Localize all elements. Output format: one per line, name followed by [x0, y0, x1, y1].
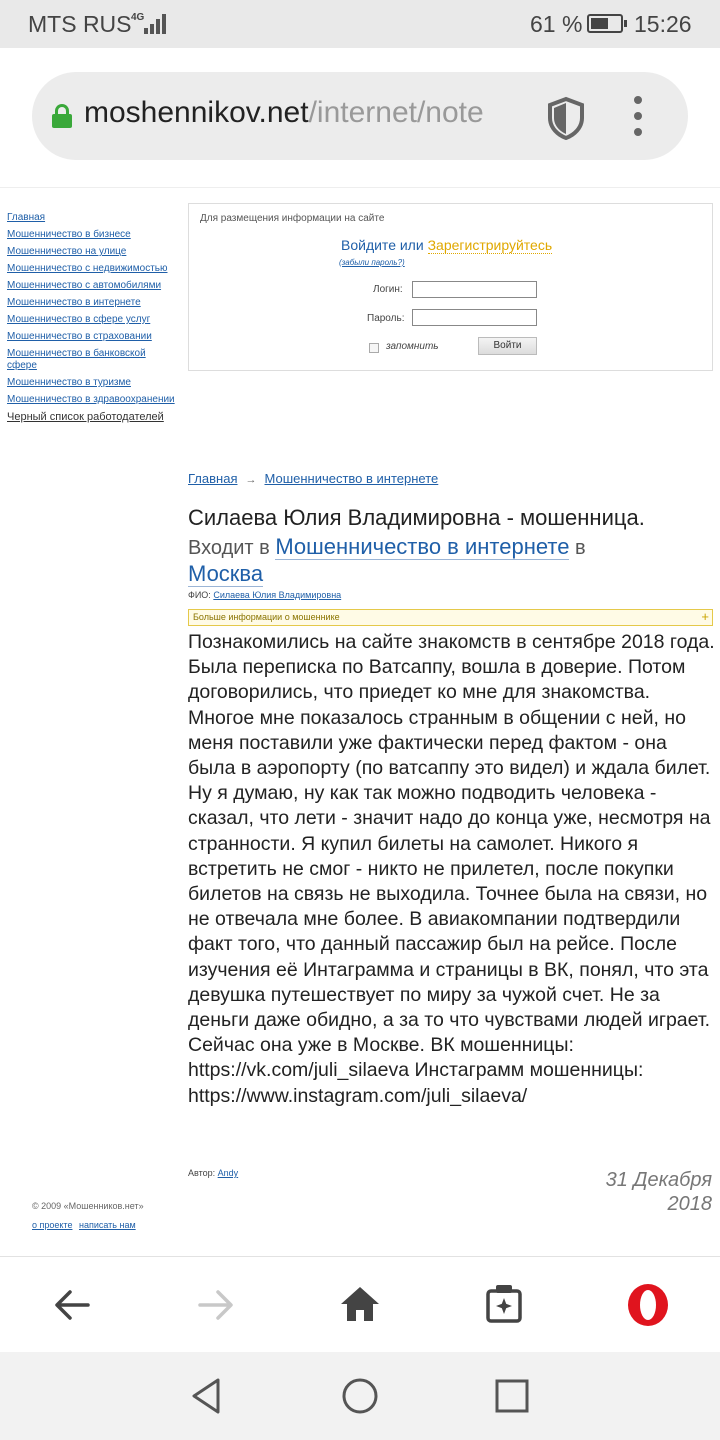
breadcrumb-arrow-icon: → — [245, 474, 257, 486]
category-prefix: Входит в — [188, 537, 270, 559]
nav-home-icon[interactable] — [340, 1376, 380, 1416]
status-bar — [0, 0, 720, 48]
sidebar-item-banking[interactable]: Мошенничество в банковской сфере — [7, 348, 146, 371]
copyright: © 2009 «Мошенников.нет» — [32, 1201, 144, 1211]
category-link[interactable]: Мошенничество в интернете — [275, 534, 570, 559]
battery-percent: 61 % — [530, 11, 583, 37]
url-path: /internet/note — [308, 96, 484, 129]
login-caption: Для размещения информации на сайте — [200, 213, 385, 224]
sidebar-item-realty[interactable]: Мошенничество с недвижимостью — [7, 263, 168, 274]
carrier-label: MTS RUS — [28, 11, 132, 37]
author-label: Автор: — [188, 1168, 216, 1178]
more-info-label: Больше информации о мошеннике — [193, 612, 340, 622]
sidebar-item-tourism[interactable]: Мошенничество в туризме — [7, 377, 131, 388]
password-input[interactable] — [412, 309, 537, 326]
author-line — [188, 1168, 238, 1178]
city-link[interactable]: Москва — [188, 561, 264, 586]
url-domain: moshennikov.net — [84, 96, 309, 129]
battery-icon — [587, 14, 623, 33]
url-text[interactable] — [84, 96, 526, 130]
sidebar-item-insurance[interactable]: Мошенничество в страховании — [7, 331, 152, 342]
sidebar-item-auto[interactable]: Мошенничество с автомобилями — [7, 280, 162, 291]
breadcrumb — [188, 471, 438, 486]
forward-icon[interactable] — [192, 1281, 240, 1329]
browser-header — [0, 48, 720, 188]
more-info-toggle[interactable] — [188, 609, 713, 626]
address-bar[interactable] — [32, 72, 688, 160]
sidebar-item-business[interactable]: Мошенничество в бизнесе — [7, 229, 131, 240]
sidebar-item-internet[interactable]: Мошенничество в интернете — [7, 297, 141, 308]
browser-toolbar — [0, 1256, 720, 1352]
sidebar-item-street[interactable]: Мошенничество на улице — [7, 246, 127, 257]
fio-line — [188, 590, 341, 600]
system-nav-bar — [0, 1352, 720, 1440]
nav-back-icon[interactable] — [186, 1376, 226, 1416]
sidebar-item-blacklist[interactable]: Черный список работодателей — [7, 411, 164, 423]
shield-icon[interactable] — [546, 96, 586, 140]
category-mid: в — [575, 537, 586, 559]
login-box — [188, 203, 713, 371]
home-icon[interactable] — [336, 1281, 384, 1329]
footer-links — [32, 1220, 140, 1230]
sidebar-item-healthcare[interactable]: Мошенничество в здравоохранении — [7, 394, 175, 405]
register-link[interactable]: Зарегистрируйтесь — [427, 237, 553, 253]
back-icon[interactable] — [48, 1281, 96, 1329]
sidebar-item-home[interactable]: Главная — [7, 212, 46, 223]
fio-link[interactable]: Силаева Юлия Владимировна — [213, 590, 342, 600]
signal-icon — [144, 14, 168, 34]
author-link[interactable]: Andy — [217, 1168, 239, 1178]
expand-icon: + — [701, 609, 709, 624]
password-label: Пароль: — [367, 313, 405, 324]
post-date — [560, 1168, 712, 1216]
forgot-password-link[interactable]: (забыли пароль?) — [339, 258, 405, 267]
post-date-day: 31 Декабря — [605, 1169, 712, 1191]
more-menu-icon[interactable] — [628, 96, 648, 138]
breadcrumb-home[interactable]: Главная — [188, 471, 238, 486]
login-prompt — [341, 237, 552, 253]
login-button[interactable]: Войти — [478, 337, 537, 355]
about-link[interactable]: о проекте — [32, 1220, 73, 1230]
breadcrumb-section[interactable]: Мошенничество в интернете — [264, 471, 439, 486]
login-input[interactable] — [412, 281, 537, 298]
article-body: Познакомились на сайте знакомств в сентябре 2018 года. Была переписка по Ватсаппу, вошла в доверие. Потом договорились, что приедет ко мне для знакомства. Многое мне показалось странным в общении с ней, но меня поставили уже фактически перед фактом - она была в аэропорту (по ватсаппу это видел) и ждала билет. Ну я думаю, ну как так можно подводить человека - сказал, что лети - значит надо до конца уже, несмотря на странности. Я купил билеты на самолет. Никого я встретить не смог - никто не прилетел, после покупки билетов на связь не выходила. Точнее была на связи, но не отвечала мне более. В авиакомпании подтвердили факт того, что данный пассажир был на рейсе. После изучения её Интаграмма и страницы в ВК, понял, что эта девушка путешествует по миру за чужой счет. Не за деньги даже обидно, а за то что чувствами людей играет. Сейчас она уже в Москве. ВК мошенницы: https://vk.com/juli_silaeva Инстаграмм мошенницы: https://www.instagram.com/juli_silaeva/ — [188, 631, 715, 1107]
page-title: Силаева Юлия Владимировна - мошенница. — [188, 505, 645, 530]
contact-link[interactable]: написать нам — [78, 1220, 136, 1230]
category-line — [188, 534, 713, 588]
login-link[interactable]: Войдите или — [341, 237, 424, 253]
nav-recents-icon[interactable] — [492, 1376, 532, 1416]
tabs-icon[interactable] — [480, 1281, 528, 1329]
clock: 15:26 — [634, 11, 692, 37]
sidebar-item-services[interactable]: Мошенничество в сфере услуг — [7, 314, 151, 325]
sidebar-nav — [7, 212, 177, 428]
fio-label: ФИО: — [188, 590, 211, 600]
remember-label: запомнить — [386, 341, 439, 352]
network-type: 4G — [131, 12, 145, 23]
post-date-year: 2018 — [667, 1193, 712, 1215]
login-label: Логин: — [373, 284, 403, 295]
opera-menu-icon[interactable] — [624, 1281, 672, 1329]
remember-checkbox[interactable] — [369, 343, 379, 353]
lock-icon — [52, 104, 72, 128]
